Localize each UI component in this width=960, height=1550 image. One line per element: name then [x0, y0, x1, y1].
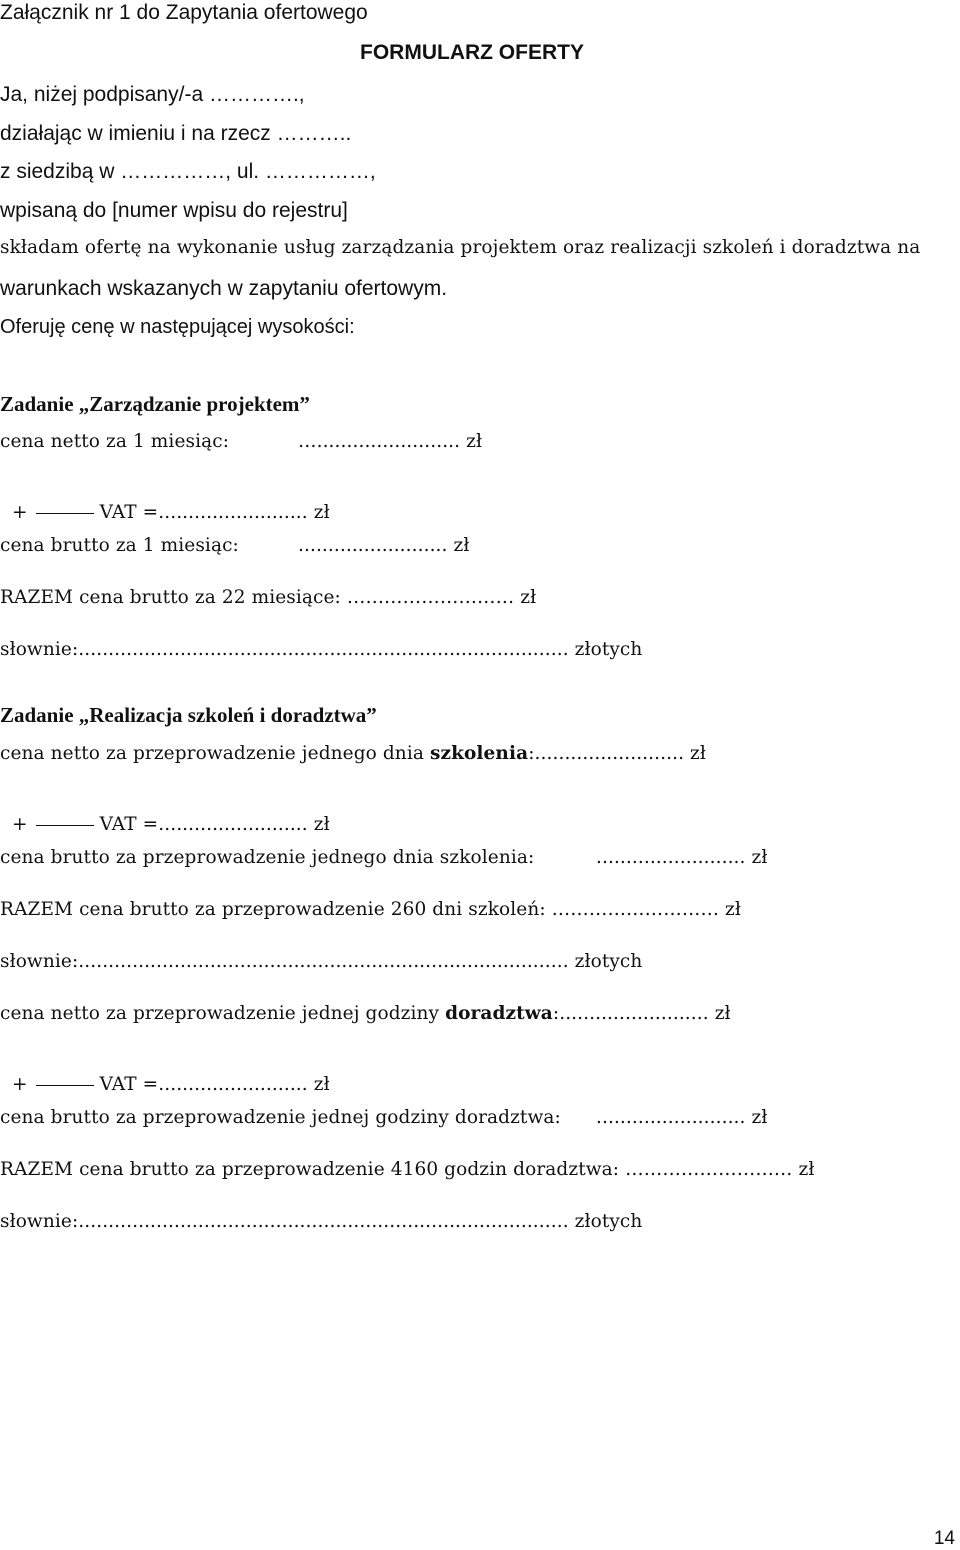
netto-doradztwo-bold: doradztwa	[445, 1003, 553, 1024]
attachment-label: Załącznik nr 1 do Zapytania ofertowego	[0, 1, 368, 24]
offer-statement-line: składam ofertę na wykonanie usług zarządzania projektem oraz realizacji szkoleń i doradztwa na	[0, 237, 921, 258]
task1-netto-label: cena netto za 1 miesiąc:	[0, 431, 230, 452]
netto-doradztwo-suffix: :......................... zł	[552, 1003, 731, 1024]
task1-razem: RAZEM cena brutto za 22 miesiące: ……………………… zł	[0, 587, 537, 608]
netto-szkolenie-bold: szkolenia	[429, 743, 529, 764]
page-number: 14	[933, 1528, 955, 1549]
netto-szkolenie-prefix: cena netto za przeprowadzenie jednego dnia	[0, 743, 430, 764]
acting-on-behalf-line: działając w imieniu i na rzecz ………..	[0, 122, 352, 145]
task1-brutto-value: ......................... zł	[298, 535, 470, 556]
netto-szkolenie-suffix: :......................... zł	[528, 743, 706, 764]
task2-vat2-label: VAT =......................... zł	[99, 1073, 330, 1095]
price-offer-line: Oferuję cenę w następującej wysokości:	[0, 316, 355, 338]
plus-sign: +	[11, 813, 28, 835]
task2-razem-szkolenia: RAZEM cena brutto za przeprowadzenie 260 dni szkoleń: ……………………… zł	[0, 899, 741, 920]
task1-heading: Zadanie „Zarządzanie projektem”	[0, 392, 310, 416]
signatory-line: Ja, niżej podpisany/-a ………….,	[0, 83, 305, 106]
task2-brutto-doradztwo-label: cena brutto za przeprowadzenie jednej godziny doradztwa:	[0, 1107, 561, 1128]
task2-slownie1: słownie:.................................................................................. złotych	[0, 951, 643, 972]
task2-brutto-doradztwo-value: ......................... zł	[596, 1107, 768, 1128]
task2-razem-doradztwo: RAZEM cena brutto za przeprowadzenie 4160 godzin doradztwa: ……………………… zł	[0, 1159, 815, 1180]
task1-vat-label: VAT =......................... zł	[99, 501, 330, 523]
task1-brutto-label: cena brutto za 1 miesiąc:	[0, 535, 239, 556]
task1-vat-row	[0, 485, 330, 522]
registered-office-line: z siedzibą w ……………, ul. ……………,	[0, 160, 376, 183]
registry-entry-line: wpisaną do [numer wpisu do rejestru]	[0, 199, 348, 222]
task2-netto-doradztwo	[0, 1005, 731, 1024]
offer-conditions-line: warunkach wskazanych w zapytaniu ofertowym.	[0, 277, 448, 300]
task2-vat1-label: VAT =......................... zł	[99, 813, 330, 835]
task1-netto-value: …........................ zł	[298, 431, 483, 452]
task2-vat2-row	[0, 1057, 330, 1094]
task2-slownie2: słownie:.................................................................................. złotych	[0, 1211, 643, 1232]
task1-slownie: słownie:.................................................................................. złotych	[0, 639, 643, 660]
plus-sign: +	[11, 1073, 28, 1095]
task2-heading: Zadanie „Realizacja szkoleń i doradztwa”	[0, 703, 377, 727]
task2-brutto-szkolenie-label: cena brutto za przeprowadzenie jednego dnia szkolenia:	[0, 847, 535, 868]
task2-netto-szkolenie	[0, 745, 706, 764]
vat-rate-blank	[36, 1084, 94, 1086]
vat-rate-blank	[36, 824, 94, 826]
task2-brutto-szkolenie-value: ......................... zł	[596, 847, 768, 868]
form-title: FORMULARZ OFERTY	[360, 41, 584, 64]
vat-rate-blank	[36, 512, 94, 514]
plus-sign: +	[11, 501, 28, 523]
netto-doradztwo-prefix: cena netto za przeprowadzenie jednej godziny	[0, 1003, 446, 1024]
task2-vat1-row	[0, 797, 330, 834]
